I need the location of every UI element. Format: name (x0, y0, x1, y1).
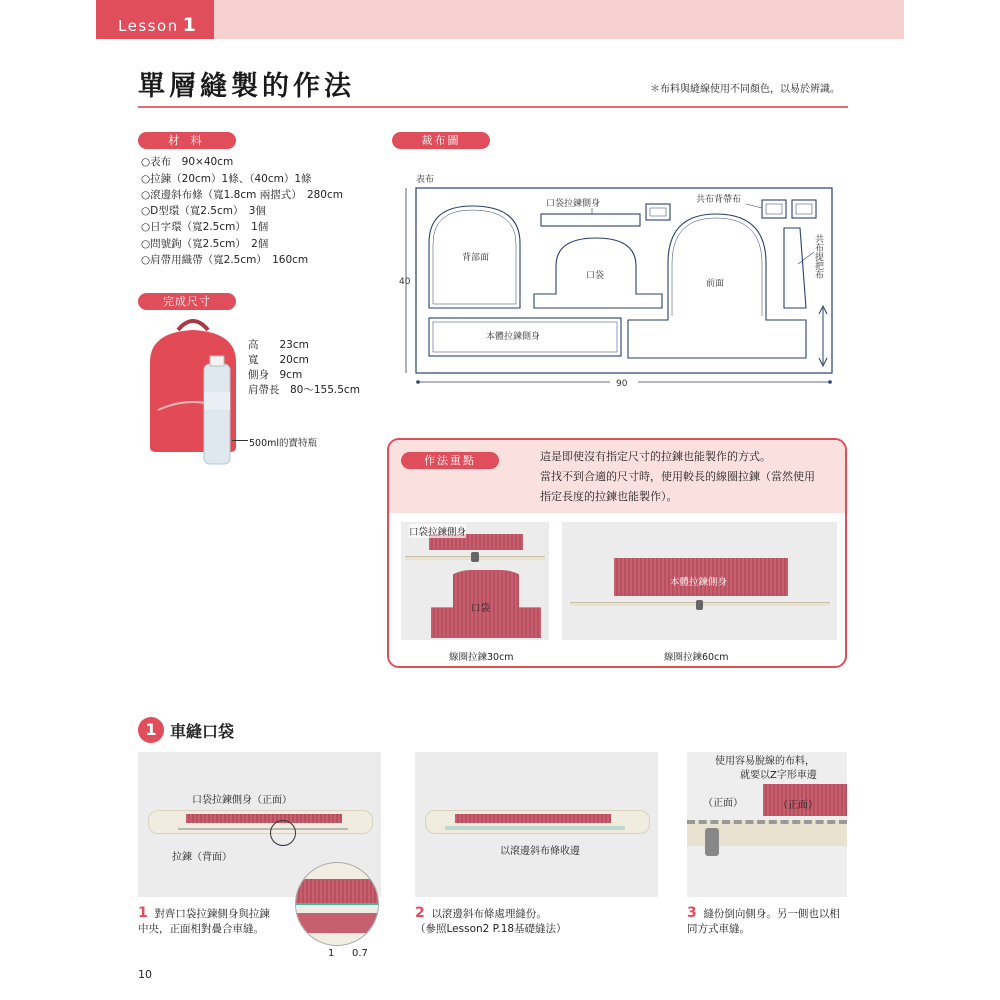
materials-heading: 材 料 (138, 132, 236, 149)
bottle-label: 500ml的寶特瓶 (249, 438, 318, 449)
page-number: 10 (138, 968, 152, 981)
material-item: ○肩帶用織帶（寬2.5cm） 160cm (141, 254, 309, 266)
zipper-coil (178, 828, 348, 830)
material-item: ○表布 90×40cm (141, 156, 234, 168)
measure-a: 1 (328, 948, 335, 959)
dimension-height: 高 23cm (248, 339, 309, 351)
zipper-pull (696, 600, 703, 610)
section-number: 1 (138, 717, 164, 743)
step1-label-zipper: 拉鍊（背面） (172, 852, 232, 863)
step3-label-front-left: （正面） (703, 798, 743, 809)
step2-label-binding: 以滾邊斜布條收邊 (500, 842, 580, 857)
step2-photo (415, 752, 658, 897)
tips-heading: 作法重點 (401, 452, 499, 469)
material-item: ○滾邊斜布條（寬1.8cm 兩摺式） 280cm (141, 189, 343, 201)
dimension-gusset: 側身 9cm (248, 369, 303, 381)
cutting-diagram (396, 168, 838, 398)
material-item: ○拉鍊（20cm）1條、（40cm）1條 (141, 173, 312, 185)
lesson-tab (96, 0, 214, 39)
material-item: ○問號鉤（寬2.5cm） 2個 (141, 238, 269, 250)
binding-strip (455, 814, 611, 823)
step1-zoom-detail (295, 862, 379, 946)
step3-note-line1: 使用容易脫線的布料， (715, 756, 815, 767)
svg-text:共布提把布: 共布提把布 (813, 234, 823, 279)
width-label: 90 (616, 379, 628, 389)
page-title: 單層縫製的作法 (138, 71, 355, 102)
header-bar (214, 0, 904, 39)
svg-text:本體拉鍊側身: 本體拉鍊側身 (486, 332, 541, 342)
step2-text: 2 以滾邊斜布條處理縫份。 （參照Lesson2 P.18基礎縫法） (415, 905, 567, 935)
fabric-outline (416, 188, 832, 373)
dimension-strap: 肩帶長 80～155.5cm (248, 384, 360, 396)
fabric-label: 表布 (416, 175, 435, 185)
tip-photo2-caption: 線圈拉鍊60cm (664, 652, 729, 663)
step3-text: 3 縫份倒向側身。另一側也以相 同方式車縫。 (687, 905, 840, 935)
dimension-width: 寬 20cm (248, 354, 309, 366)
measure-b: 0.7 (352, 948, 368, 959)
tip-line: 指定長度的拉鍊也能製作）。 (540, 490, 678, 503)
fabric-strip (186, 814, 342, 823)
step3-note-line2: 就要以Z字形車邊 (740, 770, 817, 781)
tip-line: 當找不到合適的尺寸時，使用較長的線圈拉鍊（當然使用 (540, 470, 815, 483)
svg-text:口袋拉鍊側身: 口袋拉鍊側身 (546, 199, 601, 209)
svg-text:背部面: 背部面 (462, 253, 490, 263)
material-item: ○D型環（寬2.5cm） 3個 (141, 205, 266, 217)
detail-callout-ring (270, 820, 296, 846)
lesson-word: Lesson (118, 17, 179, 35)
tip-photo-body: 本體拉鍊側身 (562, 522, 837, 640)
finished-size-heading: 完成尺寸 (138, 293, 236, 310)
height-label: 40 (399, 277, 411, 287)
tip-photo1-caption: 線圈拉鍊30cm (449, 652, 514, 663)
zipper-pull (705, 828, 719, 856)
title-divider (138, 106, 848, 108)
svg-text:共布背帶布: 共布背帶布 (696, 195, 742, 205)
svg-text:前面: 前面 (706, 279, 725, 289)
zipper-pull (471, 552, 479, 562)
bottle-leader-line (232, 440, 248, 441)
step1-label-gusset: 口袋拉鍊側身（正面） (192, 795, 292, 806)
step1-text: 1 對齊口袋拉鍊側身與拉鍊 中央，正面相對疊合車縫。 (138, 905, 270, 935)
title-note: ＊布料與縫線使用不同顏色，以易於辨識。 (650, 84, 840, 95)
section-title: 車縫口袋 (170, 722, 235, 741)
backpack-photo (138, 312, 248, 467)
lesson-number: 1 (182, 14, 198, 36)
cutting-diagram-heading: 裁布圖 (392, 132, 490, 149)
tip-line: 這是即使沒有指定尺寸的拉鍊也能製作的方式。 (540, 450, 771, 463)
tip-photo-pocket: 口袋 (401, 522, 549, 640)
zipper-coil (445, 826, 625, 830)
step3-label-front-right: （正面） (778, 800, 818, 811)
tips-panel (387, 438, 847, 668)
svg-text:口袋: 口袋 (586, 271, 605, 281)
tip-photo1-gusset-label: 口袋拉鍊側身 (409, 524, 466, 538)
material-item: ○日字環（寬2.5cm） 1個 (141, 221, 269, 233)
